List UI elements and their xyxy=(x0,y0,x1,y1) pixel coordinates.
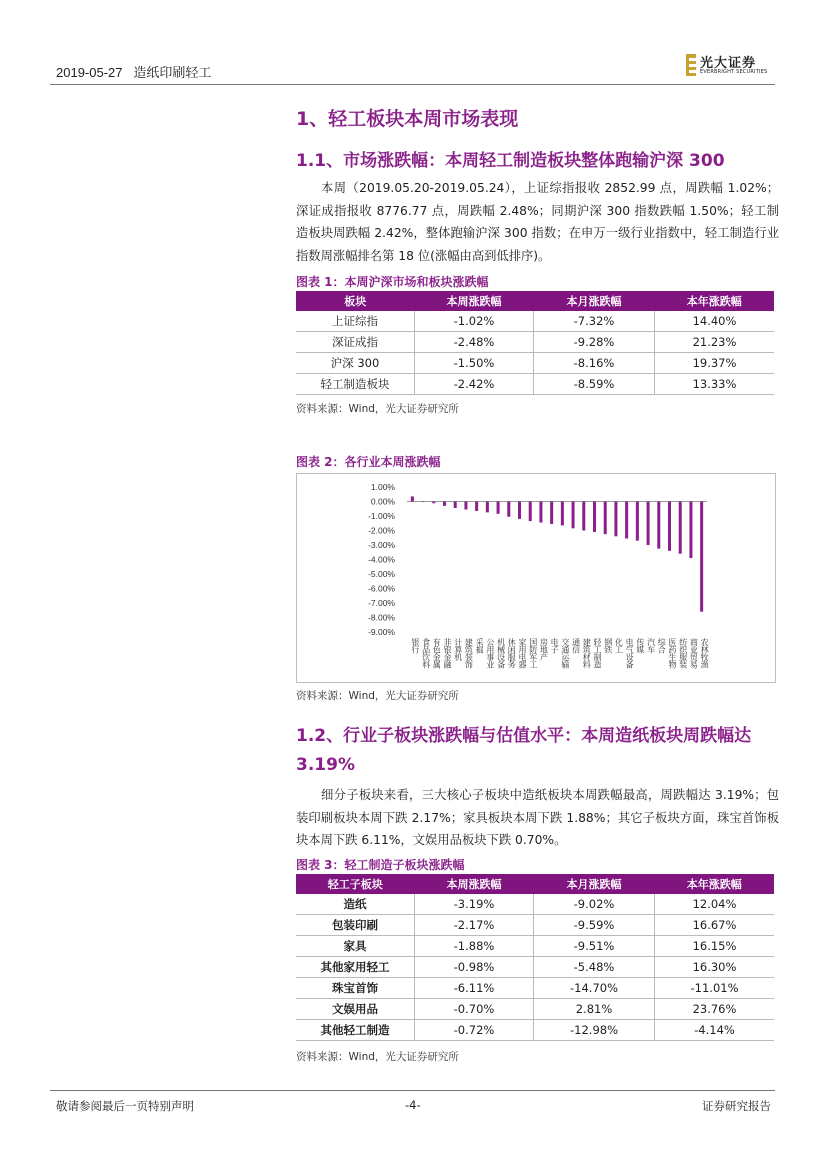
table-cell: -1.50% xyxy=(415,353,534,374)
table-row xyxy=(296,894,774,915)
table-cell: 14.40% xyxy=(655,311,775,332)
bar xyxy=(443,502,446,506)
logo-en-text: EVERBRIGHT SECURITIES xyxy=(700,69,768,75)
table-cell: 23.76% xyxy=(655,999,775,1020)
bar xyxy=(507,502,510,517)
table-cell: -6.11% xyxy=(415,978,534,999)
table1-header-cell: 本年涨跌幅 xyxy=(655,291,775,311)
y-tick-label: -6.00% xyxy=(368,583,395,594)
subsection-title-1: 1.1、市场涨跌幅：本周轻工制造板块整体跑输沪深 300 xyxy=(296,151,725,171)
table-cell: -9.51% xyxy=(534,936,655,957)
category-label: 农林牧渔 xyxy=(700,638,710,668)
category-label: 计算机 xyxy=(453,638,463,661)
header-divider xyxy=(50,84,775,85)
chart-frame xyxy=(296,473,776,683)
chart-source: 资料来源：Wind，光大证券研究所 xyxy=(296,690,459,702)
footer-page-number: -4- xyxy=(405,1098,421,1112)
y-tick-label: -9.00% xyxy=(368,627,395,637)
section-title: 1、轻工板块本周市场表现 xyxy=(296,108,519,130)
table-cell: -0.70% xyxy=(415,999,534,1020)
category-label: 综合 xyxy=(657,638,667,653)
table-cell: 深证成指 xyxy=(296,332,415,353)
bar xyxy=(668,502,671,551)
category-label: 交通运输 xyxy=(560,638,570,668)
y-tick-label: -1.00% xyxy=(368,511,395,521)
table-row xyxy=(296,999,774,1020)
y-tick-label: -7.00% xyxy=(368,598,395,608)
table-cell: 13.33% xyxy=(655,374,775,395)
bar xyxy=(679,502,682,554)
bar xyxy=(625,502,628,539)
category-label: 公用事业 xyxy=(485,638,495,668)
table3-header-cell: 本月涨跌幅 xyxy=(534,874,655,894)
table3-header-cell: 本年涨跌幅 xyxy=(655,874,775,894)
table-cell: 上证综指 xyxy=(296,311,415,332)
logo-mark-icon xyxy=(686,54,696,76)
bar xyxy=(518,502,521,519)
table-cell: 12.04% xyxy=(655,894,775,915)
table3-header-cell: 本周涨跌幅 xyxy=(415,874,534,894)
bar xyxy=(561,502,564,526)
category-label: 医药生物 xyxy=(668,638,677,668)
y-tick-label: -8.00% xyxy=(368,612,395,623)
bar xyxy=(614,502,617,537)
footer-report-type: 证券研究报告 xyxy=(702,1099,771,1113)
table3 xyxy=(296,874,774,1041)
category-label: 银行 xyxy=(410,638,420,653)
header-sector: 造纸印刷轻工 xyxy=(133,65,212,80)
bar xyxy=(647,502,650,546)
table-cell: -5.48% xyxy=(534,957,655,978)
category-label: 纺织服装 xyxy=(678,638,688,668)
table-cell: 16.67% xyxy=(655,915,775,936)
bar xyxy=(689,502,692,559)
table-cell: 其他家用轻工 xyxy=(296,957,415,978)
y-tick-label: -2.00% xyxy=(368,525,395,536)
paragraph-subsectors xyxy=(296,784,779,852)
category-label: 机械设备 xyxy=(496,638,506,668)
table1-header-cell: 板块 xyxy=(296,291,415,311)
category-label: 建筑材料 xyxy=(582,638,592,668)
table-row xyxy=(296,1020,774,1041)
category-label: 采掘 xyxy=(475,638,485,653)
table-cell: -2.48% xyxy=(415,332,534,353)
table-row xyxy=(296,353,774,374)
bar xyxy=(454,502,457,509)
table-cell: -8.16% xyxy=(534,353,655,374)
bar xyxy=(657,502,660,549)
table-cell: 家具 xyxy=(296,936,415,957)
category-label: 电气设备 xyxy=(625,638,635,668)
category-label: 家用电器 xyxy=(518,638,527,668)
bar xyxy=(550,502,553,524)
table-cell: -7.32% xyxy=(534,311,655,332)
table1-header-cell: 本周涨跌幅 xyxy=(415,291,534,311)
table3-title: 图表 3：轻工制造子板块涨跌幅 xyxy=(296,858,465,872)
table-cell: -1.88% xyxy=(415,936,534,957)
table1-source: 资料来源：Wind，光大证券研究所 xyxy=(296,403,459,415)
category-label: 有色金属 xyxy=(432,638,442,668)
table-cell: -3.19% xyxy=(415,894,534,915)
table-cell: -9.02% xyxy=(534,894,655,915)
table-cell: -12.98% xyxy=(534,1020,655,1041)
category-label: 通信 xyxy=(571,638,581,653)
table-cell: 沪深 300 xyxy=(296,353,415,374)
table-cell: -9.28% xyxy=(534,332,655,353)
table-cell: 文娱用品 xyxy=(296,999,415,1020)
category-label: 汽车 xyxy=(646,638,656,653)
table-row xyxy=(296,915,774,936)
table1 xyxy=(296,291,774,395)
y-tick-label: 0.00% xyxy=(370,496,395,507)
bar xyxy=(475,502,478,511)
table3-source: 资料来源：Wind，光大证券研究所 xyxy=(296,1051,459,1063)
category-label: 建筑装饰 xyxy=(464,638,474,668)
company-logo xyxy=(686,52,781,80)
category-label: 非银金融 xyxy=(443,638,452,668)
table-cell: 其他轻工制造 xyxy=(296,1020,415,1041)
table-cell: 轻工制造板块 xyxy=(296,374,415,395)
table-cell: 19.37% xyxy=(655,353,775,374)
table-cell: -2.17% xyxy=(415,915,534,936)
header-date-sector xyxy=(56,62,211,81)
table-cell: 21.23% xyxy=(655,332,775,353)
table3-header-row xyxy=(296,874,774,894)
category-label: 轻工制造 xyxy=(593,638,602,668)
chart-title: 图表 2：各行业本周涨跌幅 xyxy=(296,455,441,469)
bar xyxy=(422,501,425,502)
table-cell: -2.42% xyxy=(415,374,534,395)
table-cell: 2.81% xyxy=(534,999,655,1020)
paragraph-market-text: 本周（2019.05.20-2019.05.24），上证综指报收 2852.99 点，周跌幅 1.02%；深证成指报收 8776.77 点，周跌幅 2.48%；同期沪深 300 指数跌幅 1.50%；轻工制造板块周跌幅 2.42%，整体跑输沪深 300 指数；在申万一级行业指数中，轻工制造行业指数周涨幅排名第 18 位(涨幅由高到低排序)。 xyxy=(296,181,779,263)
y-tick-label: -4.00% xyxy=(368,554,395,565)
table-cell: -0.72% xyxy=(415,1020,534,1041)
bar xyxy=(582,502,585,531)
table-cell: -1.02% xyxy=(415,311,534,332)
paragraph-subsectors-text: 细分子板块来看，三大核心子板块中造纸板块本周跌幅最高，周跌幅达 3.19%；包装印刷板块本周下跌 2.17%；家具板块本周下跌 1.88%；其它子板块方面，珠宝首饰板块本周下跌 6.11%，文娱用品板块下跌 0.70%。 xyxy=(296,788,779,847)
footer-disclaimer: 敬请参阅最后一页特别声明 xyxy=(56,1099,194,1113)
y-tick-label: 1.00% xyxy=(370,482,395,492)
category-label: 国防军工 xyxy=(528,638,538,668)
category-label: 化工 xyxy=(614,638,624,653)
table-row xyxy=(296,957,774,978)
table-row xyxy=(296,332,774,353)
table-cell: 造纸 xyxy=(296,894,415,915)
bar xyxy=(486,502,489,513)
category-label: 食品饮料 xyxy=(421,638,431,668)
header-date: 2019-05-27 xyxy=(56,65,123,80)
bar xyxy=(411,496,414,501)
category-label: 商业贸易 xyxy=(689,638,699,668)
table-cell: -14.70% xyxy=(534,978,655,999)
table-row xyxy=(296,311,774,332)
table-row xyxy=(296,374,774,395)
table-cell: -9.59% xyxy=(534,915,655,936)
bar xyxy=(529,502,532,522)
subsection-title-2: 1.2、行业子板块涨跌幅与估值水平：本周造纸板块周跌幅达 3.19% xyxy=(296,726,752,775)
table1-header-row xyxy=(296,291,774,311)
paragraph-market xyxy=(296,177,779,267)
table-cell: -8.59% xyxy=(534,374,655,395)
table-row xyxy=(296,978,774,999)
category-label: 房地产 xyxy=(539,638,549,661)
bar xyxy=(539,502,542,523)
table3-header-cell: 轻工子板块 xyxy=(296,874,415,894)
table1-header-cell: 本月涨跌幅 xyxy=(534,291,655,311)
table-cell: 16.15% xyxy=(655,936,775,957)
bar xyxy=(593,502,596,532)
table-cell: 16.30% xyxy=(655,957,775,978)
bar xyxy=(700,502,703,612)
category-label: 电子 xyxy=(550,638,560,653)
table1-title: 图表 1：本周沪深市场和板块涨跌幅 xyxy=(296,275,489,289)
table-cell: -4.14% xyxy=(655,1020,775,1041)
bar xyxy=(464,502,467,510)
industry-bar-chart xyxy=(297,474,775,682)
bar xyxy=(497,502,500,514)
bar xyxy=(604,502,607,535)
bar xyxy=(432,502,435,504)
table-cell: -0.98% xyxy=(415,957,534,978)
logo-cn-text: 光大证券 xyxy=(700,56,757,71)
y-tick-label: -5.00% xyxy=(368,569,395,579)
category-label: 传媒 xyxy=(635,638,645,653)
table-cell: 珠宝首饰 xyxy=(296,978,415,999)
table-row xyxy=(296,936,774,957)
table-cell: 包装印刷 xyxy=(296,915,415,936)
category-label: 钢铁 xyxy=(603,638,613,653)
table-cell: -11.01% xyxy=(655,978,775,999)
footer-divider xyxy=(50,1090,775,1091)
y-tick-label: -3.00% xyxy=(368,540,395,550)
bar xyxy=(636,502,639,541)
bar xyxy=(572,502,575,529)
category-label: 休闲服务 xyxy=(507,638,517,668)
